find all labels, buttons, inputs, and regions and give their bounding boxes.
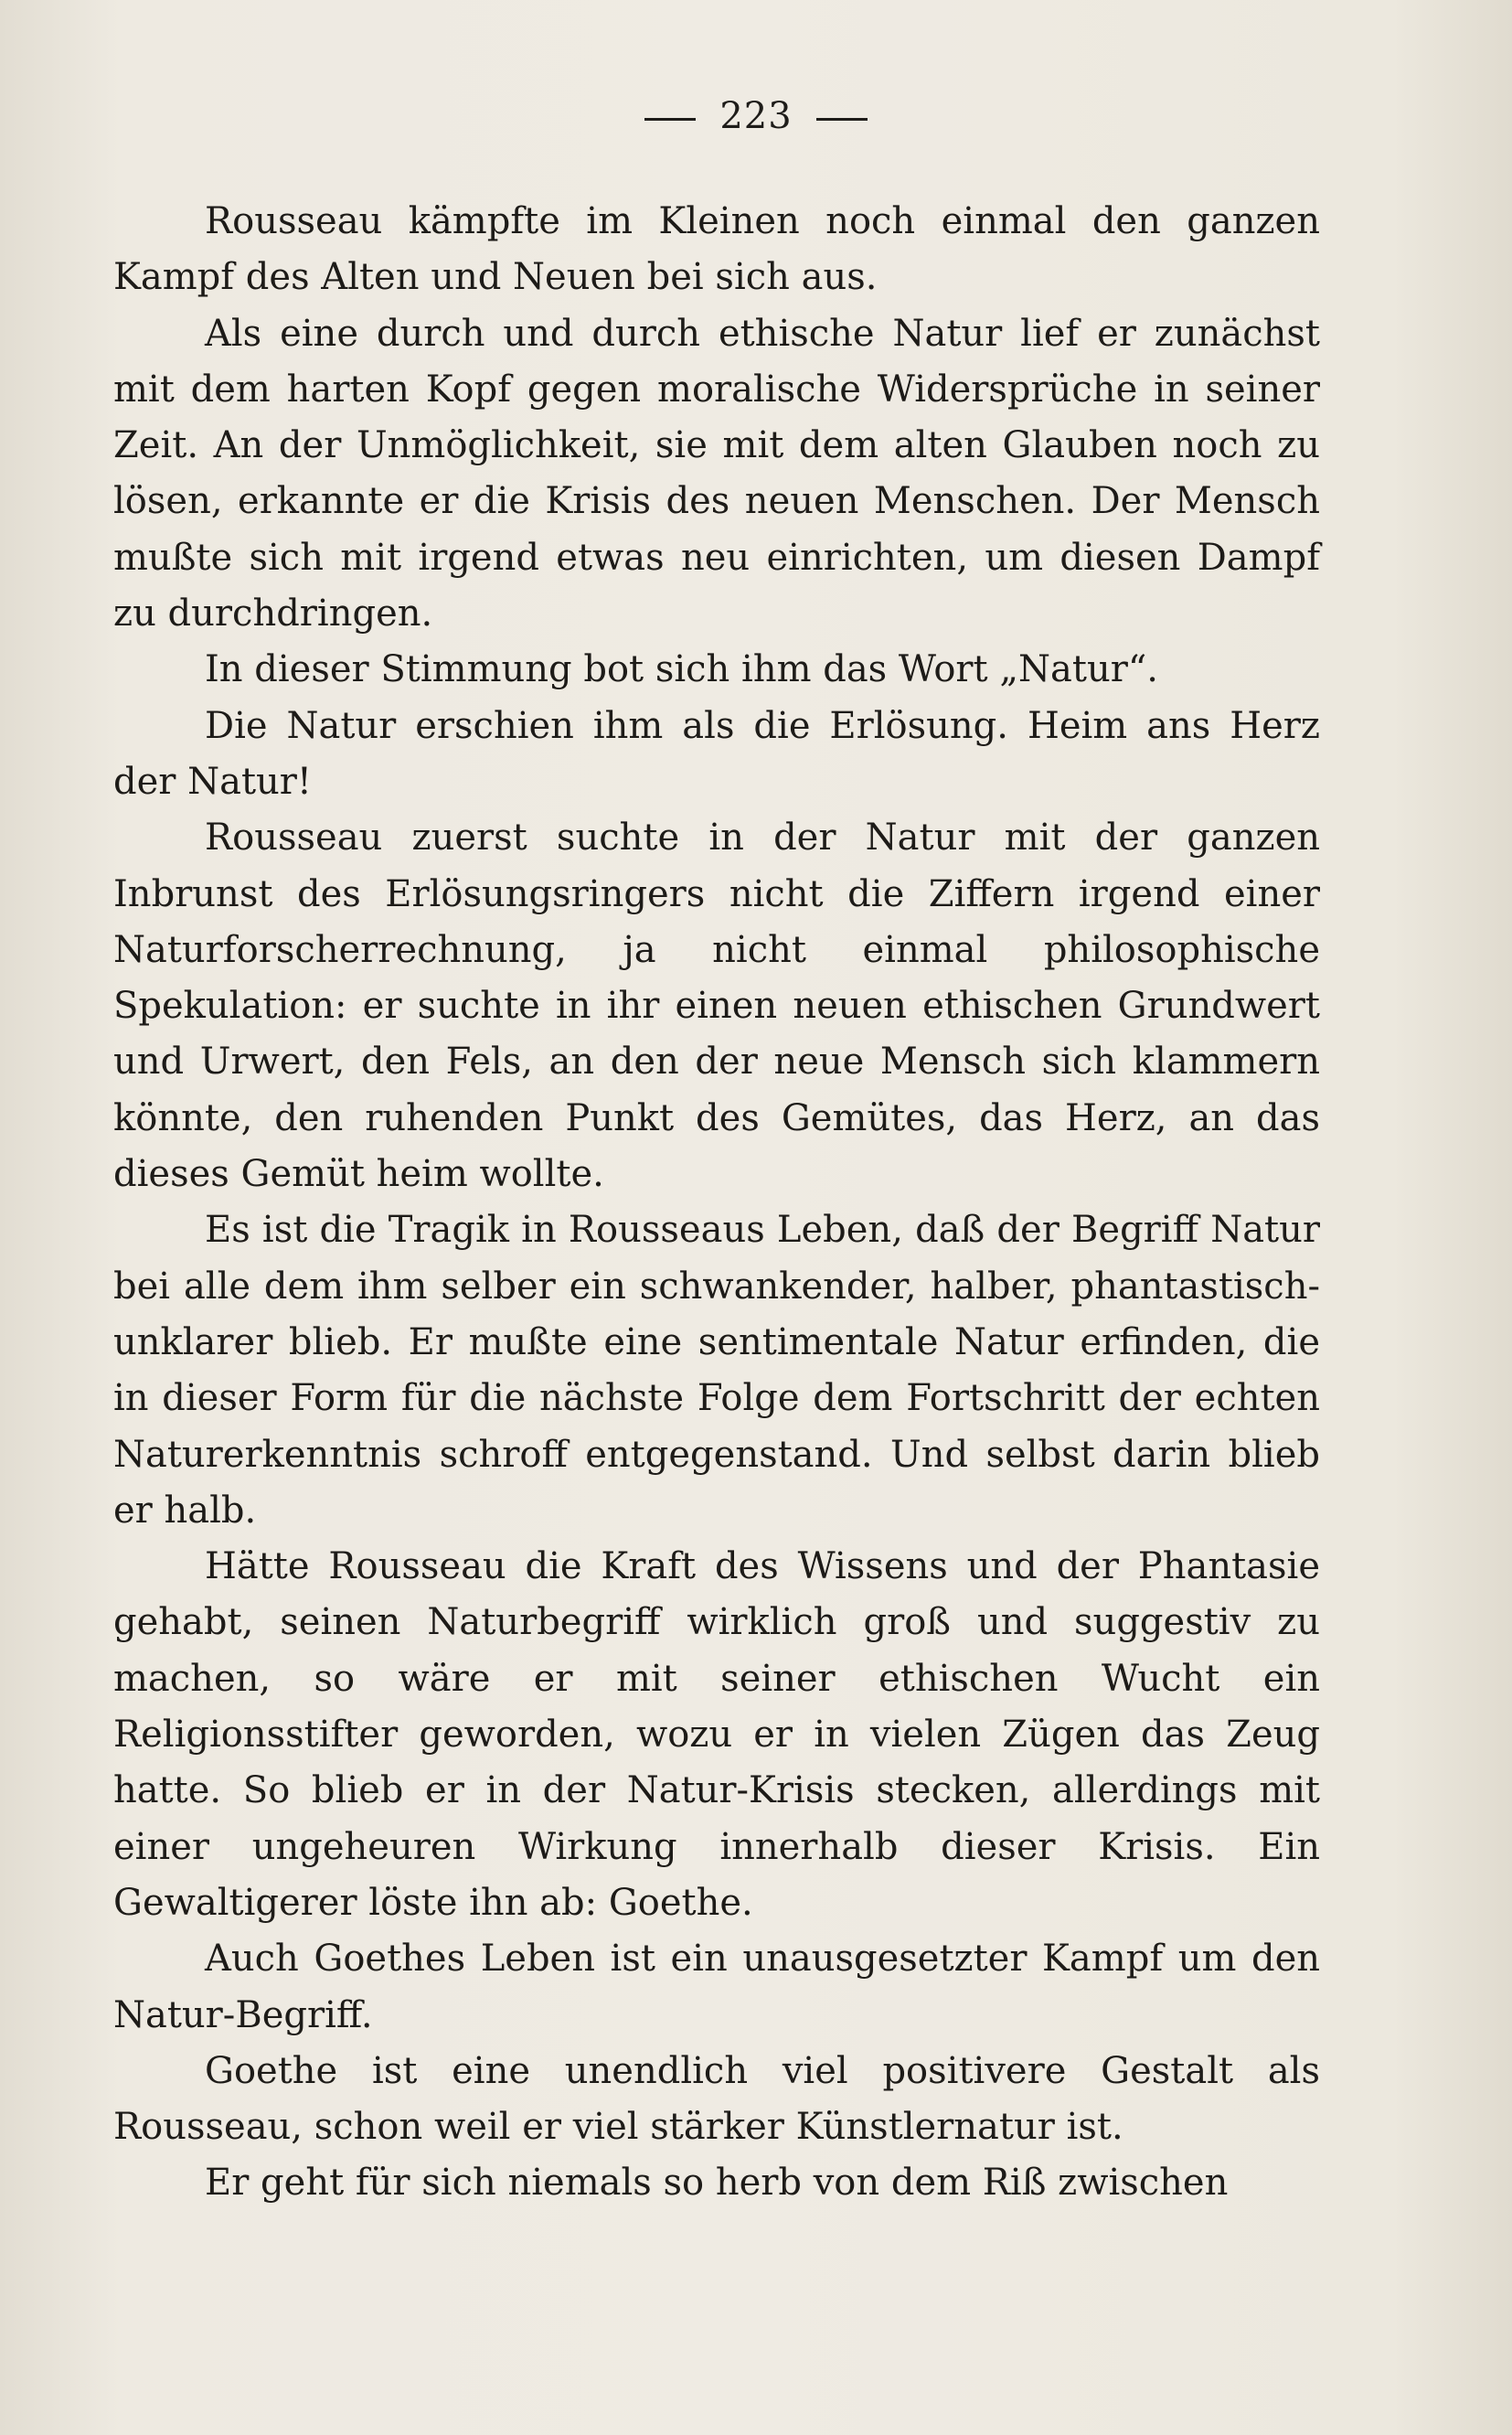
paragraph: Er geht für sich niemals so herb von dem Riß zwischen: [205, 2162, 1229, 2205]
paragraph: In dieser Stimmung bot sich ihm das Wort „Natur“.: [205, 648, 1159, 691]
paragraph: Es ist die Tragik in Rousseaus Leben, daß der Begriff Natur bei alle dem ihm selber ein schwankender, halber, phantastisch-unklarer blieb. Er mußte eine sentimentale Natur erfinden, die in dieser Form für die nächste Folge dem Fortschritt der echten Naturerkenntnis schroff entgegenstand. Und selbst darin blieb er halb.: [113, 1209, 1320, 1532]
page-number: 223: [719, 95, 793, 137]
paragraph: Die Natur erschien ihm als die Erlösung. Heim ans Herz der Natur!: [113, 704, 1320, 803]
right-dash: [816, 118, 868, 121]
paragraph: Rousseau kämpfte im Kleinen noch einmal den ganzen Kampf des Alten und Neuen bei sich aus.: [113, 200, 1320, 299]
left-dash: [644, 118, 696, 121]
paragraph: Auch Goethes Leben ist ein unausgesetzter Kampf um den Natur-Begriff.: [113, 1938, 1320, 2036]
page-number-header: [0, 95, 1512, 137]
body-text: [113, 194, 1320, 2212]
paragraph: Als eine durch und durch ethische Natur lief er zunächst mit dem harten Kopf gegen moralische Widersprüche in seiner Zeit. An der Unmöglichkeit, sie mit dem alten Glauben noch zu lösen, erkannte er die Krisis des neuen Menschen. Der Mensch mußte sich mit irgend etwas neu einrichten, um diesen Dampf zu durchdringen.: [113, 312, 1320, 635]
paragraph: Hätte Rousseau die Kraft des Wissens und der Phantasie gehabt, seinen Naturbegriff wirklich groß und suggestiv zu machen, so wäre er mit seiner ethischen Wucht ein Religionsstifter geworden, wozu er in vielen Zügen das Zeug hatte. So blieb er in der Natur-Krisis stecken, allerdings mit einer ungeheuren Wirkung innerhalb dieser Krisis. Ein Gewaltigerer löste ihn ab: Goethe.: [113, 1545, 1320, 1924]
paragraph: Goethe ist eine unendlich viel positivere Gestalt als Rousseau, schon weil er viel stärker Künstlernatur ist.: [113, 2049, 1320, 2149]
paragraph: Rousseau zuerst suchte in der Natur mit der ganzen Inbrunst des Erlösungsringers nicht die Ziffern irgend einer Naturforscherrechnung, ja nicht einmal philosophische Spekulation: er suchte in ihr einen neuen ethischen Grundwert und Urwert, den Fels, an den der neue Mensch sich klammern könnte, den ruhenden Punkt des Gemütes, das Herz, an das dieses Gemüt heim wollte.: [113, 817, 1320, 1196]
